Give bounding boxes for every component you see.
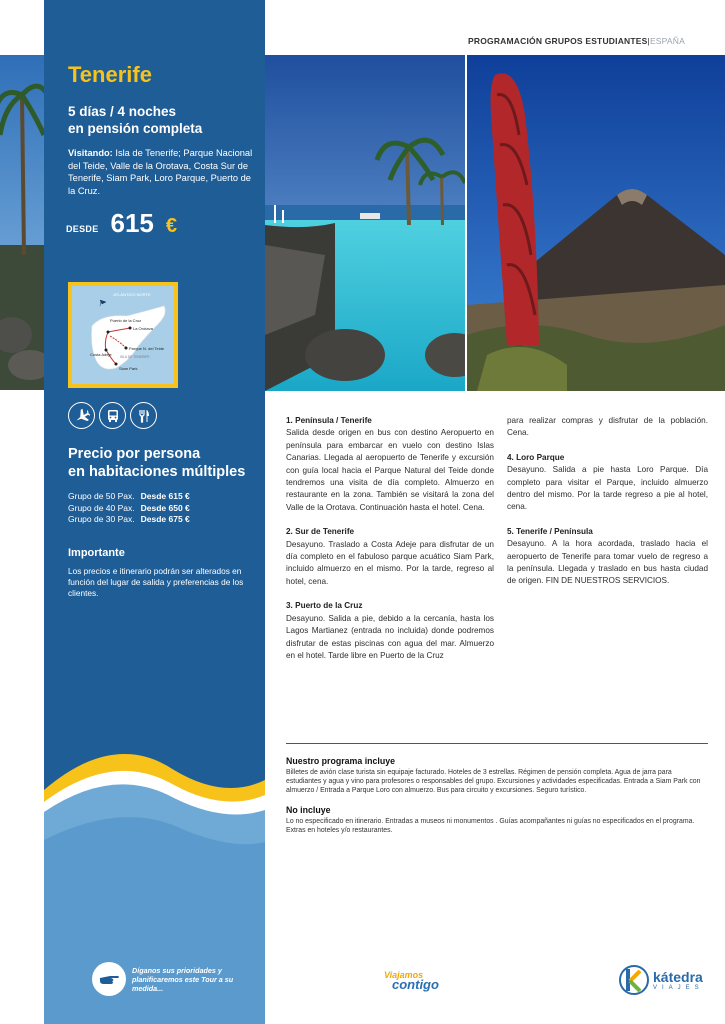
excludes-heading: No incluye: [286, 805, 331, 815]
pointing-hand-icon: [92, 962, 126, 996]
map-label-ocean: ATLÁNTICO NORTE: [113, 292, 151, 297]
excludes-text: Lo no especificado en itinerario. Entradas a museos ni monumentos . Guías acompañantes ni guías no especificados en el programa. Extras en hoteles y/o restaurantes.: [286, 818, 695, 834]
group-label: Grupo de 50 Pax.: [68, 491, 135, 501]
includes-text: Billetes de avión clase turista sin equipaje facturado. Hoteles de 3 estrellas. Régimen de pensión completa. Agua de jarra para estudiantes y agua y vino para profesores o responsables del grupo. Excursiones y actividades especificadas. Entrada a Siam Park con almuerzo / Entrada a Parque Loro con almuerzo. Bus para circuito y excursiones. Seguro turístico.: [286, 769, 701, 794]
map-label-orotava: La Orotava: [133, 326, 153, 331]
group-price: Desde 675 €: [140, 514, 190, 524]
left-photo-strip: [0, 55, 44, 390]
visiting-places: Isla de Tenerife; Parque Nacional del Teide, Valle de la Orotava, Costa Sur de Tenerife, Siam Park, Loro Parque, Puerto de la Cruz.: [68, 148, 253, 196]
itinerary-day: [507, 526, 708, 588]
map-canvas: [72, 286, 174, 384]
day-title: 3. Puerto de la Cruz: [286, 601, 363, 611]
itinerary-column-left: [286, 415, 494, 674]
fork-knife-icon: [130, 402, 157, 429]
page-header: [468, 36, 685, 46]
itinerary-column-right: [507, 415, 708, 600]
slogan-line-1: Viajamos: [384, 970, 424, 980]
day-text: Desayuno. Salida a pie, debido a la cercanía, hasta los Lagos Martianez (entrada no incluida) donde podremos disfrutar de estas piscinas con agua del mar. Almuerzo en el hotel. Tarde libre en Puerto de la Cruz: [286, 613, 494, 660]
includes-heading: Nuestro programa incluye: [286, 756, 396, 766]
map-label-island: ISLA DE TENERIFE: [120, 355, 150, 359]
country-label: ESPAÑA: [649, 36, 685, 46]
itinerary-day: [507, 452, 708, 514]
group-price-row: [68, 514, 190, 526]
route-map: [68, 282, 178, 388]
group-price-row: [68, 491, 190, 503]
tagline-text: Díganos sus prioridades y planificaremos este Tour a su medida...: [132, 965, 234, 993]
brand-mark-icon: [619, 963, 649, 997]
slogan-logo: [384, 970, 439, 992]
map-label-siam: Siam Park: [119, 366, 138, 371]
group-price-row: [68, 503, 190, 515]
day-title: 5. Tenerife / Península: [507, 526, 593, 536]
brand-subtitle: VIAJES: [653, 984, 704, 991]
trip-duration: [68, 103, 258, 137]
day-text: Desayuno. A la hora acordada, traslado hacia el aeropuerto de Tenerife para tomar vuelo de regreso a la península. Llegada y traslado en bus hasta ciudad de origen. FIN DE NUESTROS SERVICIOS.: [507, 539, 708, 586]
destination-title: Tenerife: [68, 62, 152, 87]
group-label: Grupo de 30 Pax.: [68, 514, 135, 524]
day-text: Desayuno. Salida a pie hasta Loro Parque. Día completo para visitar el Parque, incluido almuerzo dentro del mismo. Por la tarde regreso a pie al hotel, cena.: [507, 465, 708, 512]
group-price: Desde 615 €: [140, 491, 190, 501]
itinerary-day: [286, 526, 494, 588]
group-label: Grupo de 40 Pax.: [68, 502, 135, 513]
price-block: [66, 208, 177, 239]
bus-icon: [99, 402, 126, 429]
day-title: 1. Península / Tenerife: [286, 416, 372, 425]
per-person-line-2: en habitaciones múltiples: [68, 464, 246, 480]
visiting-label: Visitando:: [68, 148, 113, 158]
day-title: 4. Loro Parque: [507, 452, 565, 462]
slogan-line-2: contigo: [392, 977, 439, 992]
important-text: Los precios e itinerario podrán ser alterados en función del lugar de salida y preferencias de los clientes.: [68, 566, 244, 598]
price-per-person-heading: [68, 445, 258, 481]
included-services-icons: [68, 402, 157, 429]
program-label: PROGRAMACIÓN GRUPOS ESTUDIANTES: [467, 36, 648, 46]
itinerary-day-continued: [507, 415, 708, 440]
price-value: 615: [110, 208, 154, 238]
brand-logo: [619, 963, 704, 997]
map-label-teide: Parque N. del Teide: [129, 346, 165, 351]
map-label-costa: Costa Adeje: [90, 352, 112, 357]
duration-line-1: 5 días / 4 noches: [68, 104, 177, 119]
group-price: Desde 650 €: [140, 502, 190, 513]
brand-name: kátedra: [653, 968, 703, 985]
price-from-label: DESDE: [66, 224, 99, 234]
duration-line-2: en pensión completa: [68, 121, 203, 136]
pool-photo: [265, 55, 465, 391]
program-includes: [286, 743, 708, 835]
header-separator: |: [647, 36, 650, 46]
itinerary-day: [286, 415, 494, 514]
visiting-text: [68, 147, 254, 197]
per-person-line-1: Precio por persona: [68, 446, 201, 462]
day-text: para realizar compras y disfrutar de la población. Cena.: [507, 416, 708, 438]
airplane-icon: [68, 402, 95, 429]
tagline-block: [92, 962, 252, 996]
day-text: Salida desde origen en bus con destino Aeropuerto en península para embarcar en vuelo con destino Islas Canarias. Llegada al aeropuerto de Tenerife y excursión con guía local hacia el Parque Natural del Teide donde tendremos una visita de día completo. Almuerzo en restaurante en la zona. También se visitará la zona del Valle de la Orotava. Continuación hasta el hotel. Cena.: [286, 428, 494, 512]
important-heading: Importante: [68, 547, 125, 559]
info-panel: [44, 0, 265, 1024]
map-label-puerto: Puerto de la Cruz: [110, 318, 142, 323]
itinerary-day: [286, 600, 494, 662]
day-text: Desayuno. Traslado a Costa Adeje para disfrutar de un día completo en el fabuloso parque acuático Siam Park, incluido almuerzo en el mismo. Por la tarde, regreso al hotel, cena.: [286, 539, 494, 586]
price-currency: €: [165, 215, 178, 237]
group-prices: [68, 491, 190, 526]
day-title: 2. Sur de Tenerife: [286, 527, 355, 537]
teide-photo: [467, 55, 725, 391]
brand-text: [653, 970, 704, 991]
